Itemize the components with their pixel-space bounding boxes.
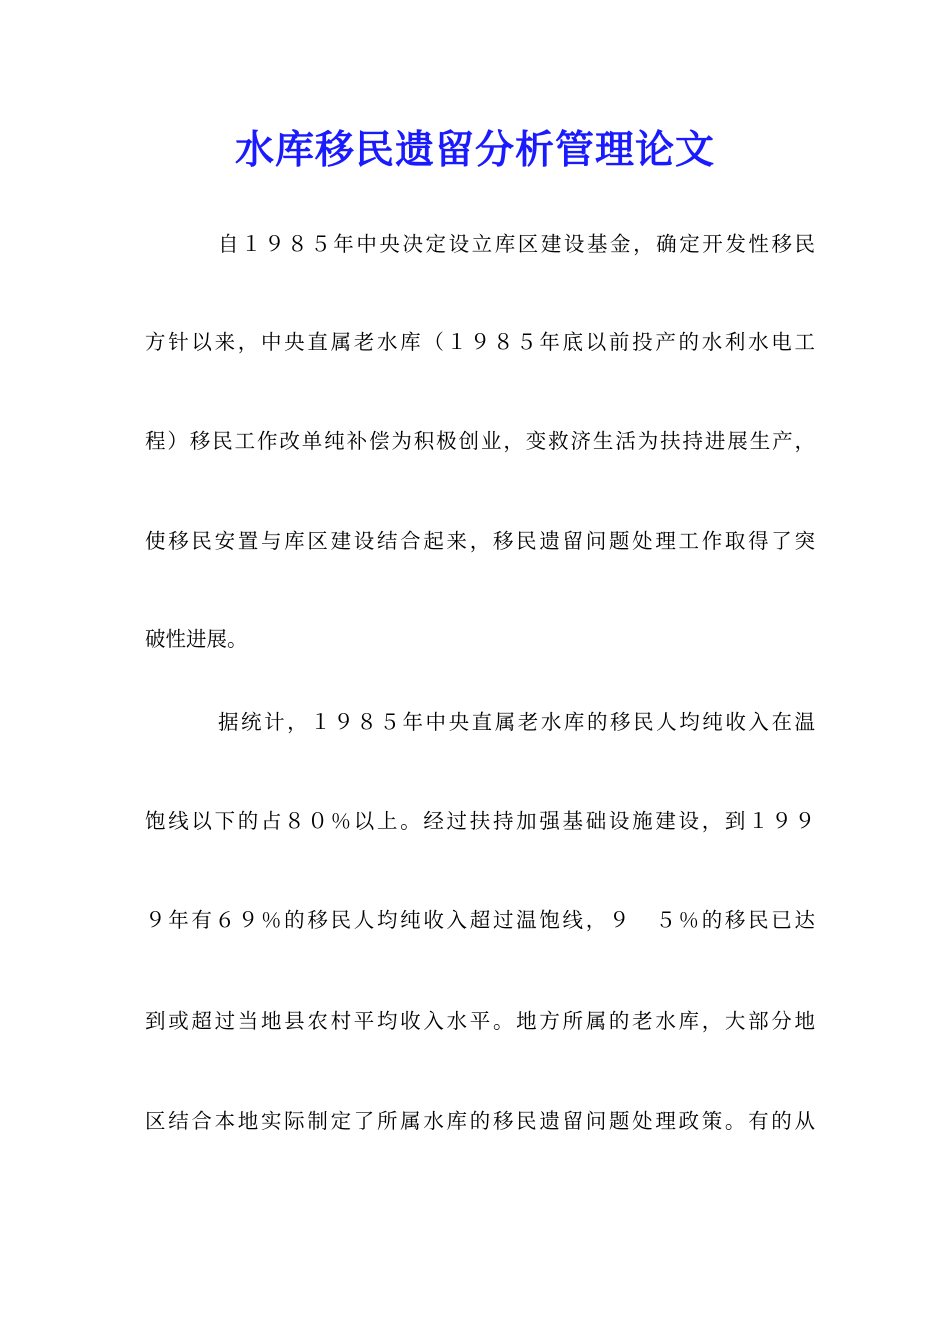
page-title: 水库移民遗留分析管理论文 (234, 127, 715, 173)
paragraph-2-line-4: 到或超过当地县农村平均收入水平。地方所属的老水库，大部分地 (145, 1009, 815, 1033)
paragraph-2-line-1: 据统计，１９８５年中央直属老水库的移民人均纯收入在温 (218, 710, 815, 734)
paragraph-2-line-2: 饱线以下的占８０％以上。经过扶持加强基础设施建设，到１９９ (145, 809, 815, 833)
paragraph-1-line-4: 使移民安置与库区建设结合起来，移民遗留问题处理工作取得了突 (145, 529, 815, 553)
paragraph-2-line-5: 区结合本地实际制定了所属水库的移民遗留问题处理政策。有的从 (145, 1109, 815, 1133)
paragraph-1-line-5: 破性进展。 (145, 627, 248, 651)
paragraph-1-line-1: 自１９８５年中央决定设立库区建设基金，确定开发性移民 (218, 232, 815, 256)
paragraph-1-line-3: 程）移民工作改单纯补偿为积极创业，变救济生活为扶持进展生产， (145, 429, 815, 453)
paragraph-1-line-2: 方针以来，中央直属老水库（１９８５年底以前投产的水利水电工 (145, 330, 815, 354)
paragraph-2-line-3: ９年有６９％的移民人均纯收入超过温饱线，９ ５％的移民已达 (145, 908, 815, 932)
